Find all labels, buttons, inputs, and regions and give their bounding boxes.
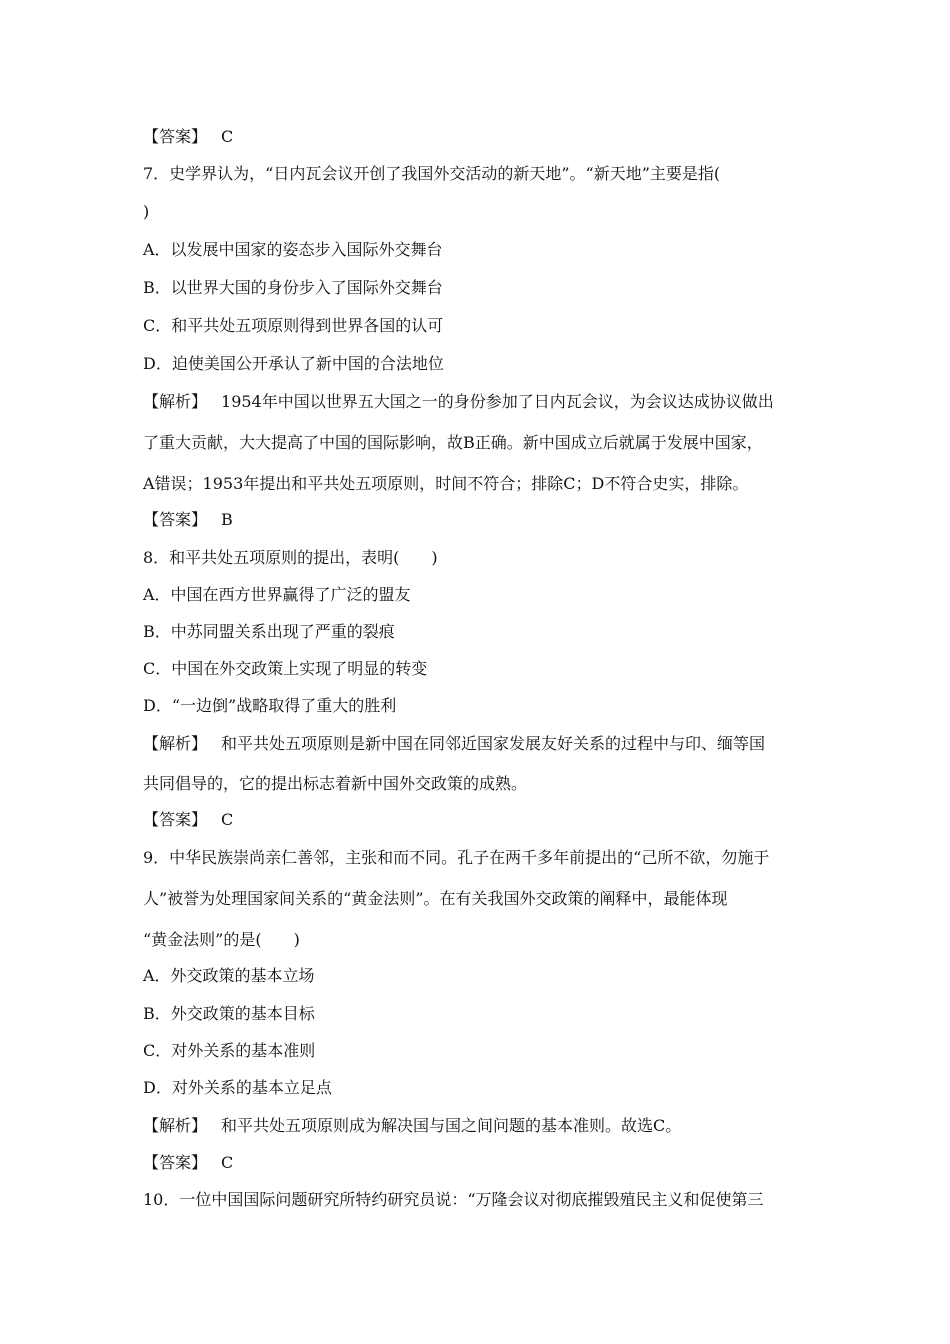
- question-7-stem: 7．史学界认为，“日内瓦会议开创了我国外交活动的新天地”。“新天地”主要是指(: [143, 164, 721, 183]
- question-8-stem: 8．和平共处五项原则的提出，表明( ): [143, 548, 438, 567]
- question-7-option-b: B．以世界大国的身份步入了国际外交舞台: [143, 278, 443, 297]
- analysis-line: [143, 734, 765, 754]
- answer-line: [143, 127, 233, 147]
- analysis-line: [143, 392, 774, 412]
- analysis-label: 【解析】: [143, 734, 208, 753]
- answer-value: C: [221, 1153, 234, 1172]
- question-8-option-a: A．中国在西方世界赢得了广泛的盟友: [143, 585, 411, 604]
- question-7-stem-end: ): [143, 202, 150, 221]
- question-8-option-d: D．“一边倒”战略取得了重大的胜利: [143, 696, 397, 715]
- question-7-option-a: A．以发展中国家的姿态步入国际外交舞台: [143, 240, 443, 259]
- answer-line: [143, 810, 233, 830]
- question-9-option-c: C．对外关系的基本准则: [143, 1041, 316, 1060]
- question-8-option-c: C．中国在外交政策上实现了明显的转变: [143, 659, 428, 678]
- answer-line: [143, 510, 233, 530]
- analysis-text: 和平共处五项原则成为解决国与国之间问题的基本准则。故选C。: [221, 1116, 682, 1135]
- question-9-option-d: D．对外关系的基本立足点: [143, 1078, 332, 1097]
- analysis-label: 【解析】: [143, 1116, 208, 1135]
- answer-label: 【答案】: [143, 1153, 208, 1172]
- answer-label: 【答案】: [143, 127, 208, 146]
- question-9-stem: 9．中华民族崇尚亲仁善邻，主张和而不同。孔子在两千多年前提出的“己所不欲，勿施于: [143, 848, 770, 867]
- analysis-text: 和平共处五项原则是新中国在同邻近国家发展友好关系的过程中与印、缅等国: [221, 734, 766, 753]
- question-9-stem-continued: 人”被誉为处理国家间关系的“黄金法则”。在有关我国外交政策的阐释中，最能体现: [143, 889, 728, 908]
- question-9-stem-end: “黄金法则”的是( ): [143, 930, 300, 949]
- answer-label: 【答案】: [143, 510, 208, 529]
- question-10-stem: 10．一位中国国际问题研究所特约研究员说：“万隆会议对彻底摧毁殖民主义和促使第三: [143, 1190, 764, 1209]
- question-9-option-b: B．外交政策的基本目标: [143, 1004, 315, 1023]
- analysis-text: 1954年中国以世界五大国之一的身份参加了日内瓦会议，为会议达成协议做出: [221, 392, 774, 411]
- question-8-option-b: B．中苏同盟关系出现了严重的裂痕: [143, 622, 395, 641]
- answer-value: B: [221, 510, 233, 529]
- analysis-line: [143, 1116, 681, 1136]
- question-7-option-c: C．和平共处五项原则得到世界各国的认可: [143, 316, 444, 335]
- answer-value: C: [221, 810, 234, 829]
- answer-value: C: [221, 127, 234, 146]
- analysis-text-continued: A错误；1953年提出和平共处五项原则，时间不符合；排除C；D不符合史实，排除。: [143, 474, 749, 493]
- analysis-text-continued: 共同倡导的，它的提出标志着新中国外交政策的成熟。: [143, 774, 528, 793]
- answer-line: [143, 1153, 233, 1173]
- question-9-option-a: A．外交政策的基本立场: [143, 966, 315, 985]
- analysis-label: 【解析】: [143, 392, 208, 411]
- analysis-text-continued: 了重大贡献，大大提高了中国的国际影响，故B正确。新中国成立后就属于发展中国家，: [143, 433, 763, 452]
- question-7-option-d: D．迫使美国公开承认了新中国的合法地位: [143, 354, 444, 373]
- answer-label: 【答案】: [143, 810, 208, 829]
